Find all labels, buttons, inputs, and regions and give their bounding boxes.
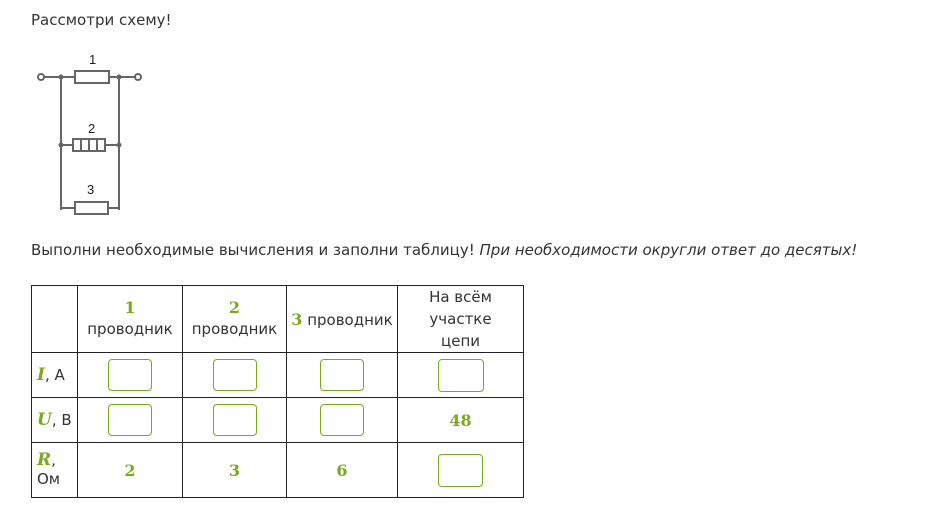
terminal-left-icon xyxy=(38,74,44,80)
cell-U-total xyxy=(398,398,524,443)
cell-R-2 xyxy=(183,443,287,498)
answer-input-I-2[interactable] xyxy=(213,359,257,391)
value-R-3: 6 xyxy=(336,460,348,480)
terminal-right-icon xyxy=(135,74,141,80)
row-label-voltage: U, В xyxy=(32,398,78,443)
answer-input-U-3[interactable] xyxy=(320,404,364,436)
cell-R-3 xyxy=(287,443,398,498)
intro-text: Рассмотри схему! xyxy=(31,11,172,29)
cell-I-3 xyxy=(287,353,398,398)
instruction-text xyxy=(31,241,857,259)
value-U-total: 48 xyxy=(449,410,472,430)
answer-input-I-3[interactable] xyxy=(320,359,364,391)
table-corner-cell xyxy=(32,286,78,353)
cell-U-2 xyxy=(183,398,287,443)
instruction-main: Выполни необходимые вычисления и заполни таблицу! xyxy=(31,241,475,259)
cell-I-total xyxy=(398,353,524,398)
instruction-hint: При необходимости округли ответ до десятых! xyxy=(479,241,858,259)
cell-U-3 xyxy=(287,398,398,443)
row-label-current: I, А xyxy=(32,353,78,398)
cell-I-1 xyxy=(78,353,183,398)
answer-input-R-total[interactable] xyxy=(438,454,483,487)
answer-table xyxy=(31,285,524,498)
header-conductor-2: 2 проводник xyxy=(183,286,287,353)
answer-input-U-1[interactable] xyxy=(108,404,152,436)
row-label-resistance: R, Ом xyxy=(32,443,78,498)
answer-input-I-1[interactable] xyxy=(108,359,152,391)
resistor-2-label: 2 xyxy=(88,121,96,136)
header-conductor-1: 1 проводник xyxy=(78,286,183,353)
header-whole-circuit: На всём участке цепи xyxy=(398,286,524,353)
cell-R-1 xyxy=(78,443,183,498)
answer-input-I-total[interactable] xyxy=(438,359,484,392)
table-row xyxy=(32,398,524,443)
answer-input-U-2[interactable] xyxy=(213,404,257,436)
value-R-2: 3 xyxy=(228,460,241,480)
resistor-3 xyxy=(75,202,108,214)
resistor-3-label: 3 xyxy=(87,182,95,197)
header-conductor-3: 3 проводник xyxy=(287,286,398,353)
cell-R-total xyxy=(398,443,524,498)
table-row xyxy=(32,443,524,498)
table-header-row xyxy=(32,286,524,353)
resistor-1 xyxy=(75,71,109,83)
resistor-1-label: 1 xyxy=(89,52,97,67)
cell-I-2 xyxy=(183,353,287,398)
circuit-diagram xyxy=(30,48,150,223)
cell-U-1 xyxy=(78,398,183,443)
value-R-1: 2 xyxy=(124,460,136,480)
table-row xyxy=(32,353,524,398)
